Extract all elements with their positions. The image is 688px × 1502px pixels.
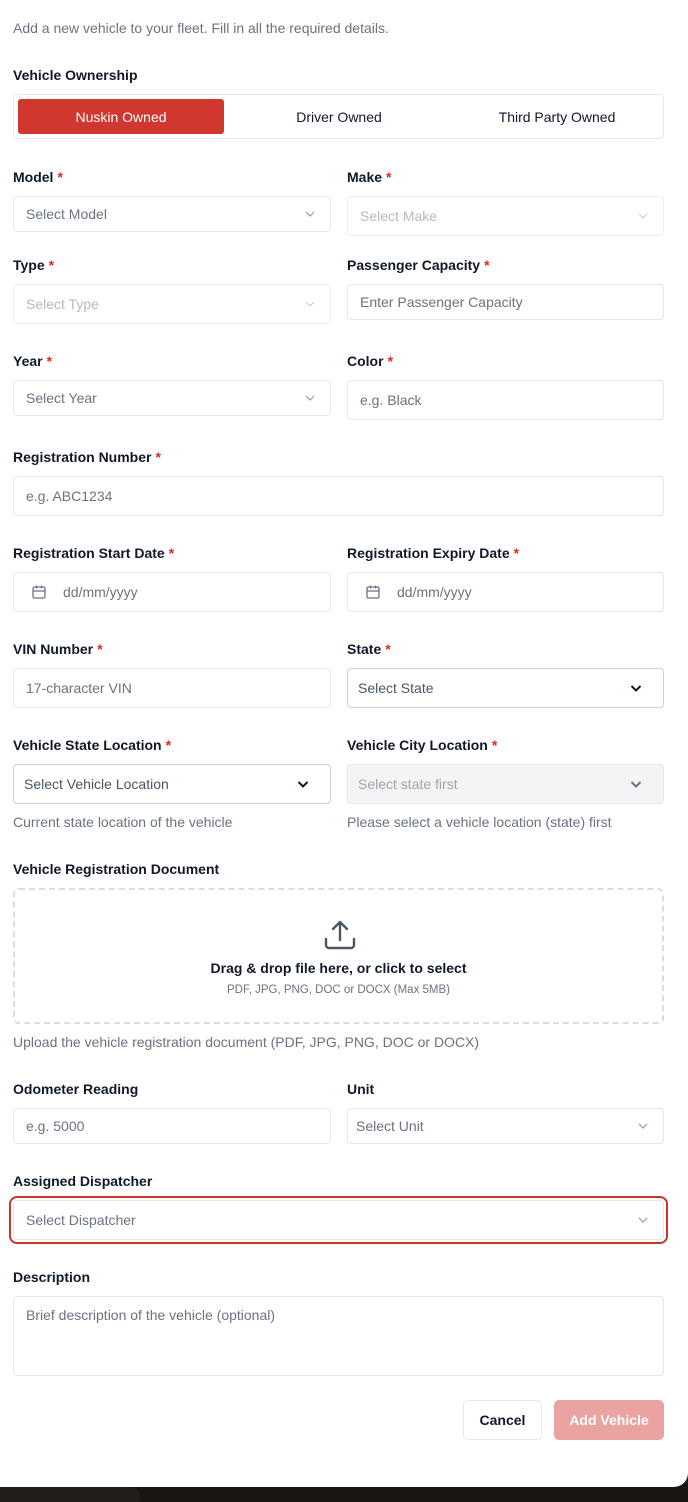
year-placeholder: Select Year [26, 390, 97, 406]
passenger-capacity-placeholder: Enter Passenger Capacity [360, 294, 523, 310]
type-label [13, 257, 54, 273]
registration-number-placeholder: e.g. ABC1234 [26, 488, 113, 504]
vehicle-city-location-label-text: Vehicle City Location [347, 737, 488, 753]
required-marker: * [168, 545, 175, 561]
color-input[interactable] [347, 380, 664, 420]
registration-expiry-date-label-text: Registration Expiry Date [347, 545, 510, 561]
registration-document-help: Upload the vehicle registration document (PDF, JPG, PNG, DOC or DOCX) [13, 1034, 480, 1050]
make-placeholder: Select Make [360, 208, 438, 224]
required-marker: * [165, 737, 172, 753]
chevron-down-icon [637, 210, 649, 222]
color-label-text: Color [347, 353, 384, 369]
registration-expiry-date-input[interactable] [347, 572, 664, 612]
registration-document-dropzone[interactable] [13, 888, 664, 1024]
unit-placeholder: Select Unit [356, 1118, 424, 1134]
ownership-option-driver[interactable]: Driver Owned [296, 108, 382, 125]
required-marker: * [491, 737, 498, 753]
required-marker: * [387, 353, 394, 369]
chevron-down-icon [629, 777, 643, 791]
make-select[interactable] [347, 196, 664, 236]
year-label [13, 353, 52, 369]
registration-start-date-input[interactable] [13, 572, 331, 612]
registration-expiry-date-placeholder: dd/mm/yyyy [397, 584, 472, 600]
type-select[interactable] [13, 284, 331, 324]
vin-number-placeholder: 17-character VIN [26, 680, 132, 696]
passenger-capacity-label-text: Passenger Capacity [347, 257, 481, 273]
state-select[interactable] [347, 668, 664, 708]
vehicle-city-location-label [347, 737, 497, 753]
vehicle-city-location-placeholder: Select state first [358, 776, 458, 792]
required-marker: * [48, 257, 55, 273]
required-marker: * [97, 641, 103, 657]
vehicle-state-location-label-text: Vehicle State Location [13, 737, 162, 753]
vehicle-state-location-help: Current state location of the vehicle [13, 814, 233, 830]
registration-document-label: Vehicle Registration Document [13, 861, 220, 877]
color-label [347, 353, 393, 369]
add-vehicle-button[interactable]: Add Vehicle [554, 1400, 664, 1440]
chevron-down-icon [637, 1214, 649, 1226]
dropzone-formats: PDF, JPG, PNG, DOC or DOCX (Max 5MB) [227, 984, 450, 996]
model-label-text: Model [13, 169, 54, 185]
required-marker: * [484, 257, 490, 273]
registration-number-label-text: Registration Number [13, 449, 152, 465]
chevron-down-icon [629, 681, 643, 695]
ownership-option-nuskin[interactable]: Nuskin Owned [18, 99, 224, 134]
required-marker: * [57, 169, 63, 185]
vehicle-state-location-select[interactable] [13, 764, 331, 804]
ownership-segmented-control [13, 94, 664, 139]
chevron-down-icon [304, 392, 316, 404]
ownership-label: Vehicle Ownership [13, 67, 138, 83]
make-label-text: Make [347, 169, 383, 185]
calendar-icon [365, 584, 381, 600]
chevron-down-icon [304, 298, 316, 310]
vin-number-label [13, 641, 103, 657]
vehicle-city-location-select[interactable] [347, 764, 664, 804]
assigned-dispatcher-placeholder: Select Dispatcher [26, 1212, 136, 1228]
registration-start-date-label-text: Registration Start Date [13, 545, 165, 561]
assigned-dispatcher-label: Assigned Dispatcher [13, 1173, 153, 1189]
odometer-reading-label: Odometer Reading [13, 1081, 139, 1097]
vehicle-state-location-label [13, 737, 171, 753]
chevron-down-icon [296, 777, 310, 791]
year-label-text: Year [13, 353, 43, 369]
required-marker: * [385, 641, 391, 657]
passenger-capacity-input[interactable] [347, 284, 664, 320]
description-placeholder: Brief description of the vehicle (optional) [26, 1307, 276, 1323]
vin-number-input[interactable] [13, 668, 331, 708]
calendar-icon [31, 584, 47, 600]
color-placeholder: e.g. Black [360, 392, 422, 408]
registration-expiry-date-label [347, 545, 519, 561]
unit-label: Unit [347, 1081, 375, 1097]
model-select[interactable] [13, 196, 331, 232]
model-label [13, 169, 63, 185]
description-textarea[interactable] [13, 1296, 664, 1376]
chevron-down-icon [304, 208, 316, 220]
vin-number-label-text: VIN Number [13, 641, 94, 657]
background-window-edge [0, 1487, 140, 1502]
registration-start-date-label [13, 545, 174, 561]
description-label: Description [13, 1269, 91, 1285]
cancel-button[interactable]: Cancel [463, 1400, 542, 1440]
registration-start-date-placeholder: dd/mm/yyyy [63, 584, 138, 600]
chevron-down-icon [637, 1120, 649, 1132]
assigned-dispatcher-select[interactable] [13, 1200, 664, 1240]
ownership-option-third-party[interactable]: Third Party Owned [498, 108, 616, 125]
state-label-text: State [347, 641, 382, 657]
year-select[interactable] [13, 380, 331, 416]
required-marker: * [513, 545, 520, 561]
odometer-reading-input[interactable] [13, 1108, 331, 1144]
model-placeholder: Select Model [26, 206, 107, 222]
odometer-reading-placeholder: e.g. 5000 [26, 1118, 85, 1134]
unit-select[interactable] [347, 1108, 664, 1144]
type-placeholder: Select Type [26, 296, 99, 312]
registration-number-label [13, 449, 161, 465]
vehicle-state-location-placeholder: Select Vehicle Location [24, 776, 169, 792]
upload-icon [322, 916, 358, 952]
registration-number-input[interactable] [13, 476, 664, 516]
vehicle-city-location-help: Please select a vehicle location (state) first [347, 814, 612, 830]
required-marker: * [155, 449, 161, 465]
required-marker: * [386, 169, 392, 185]
type-label-text: Type [13, 257, 45, 273]
state-label [347, 641, 391, 657]
make-label [347, 169, 391, 185]
modal-subtitle: Add a new vehicle to your fleet. Fill in all the required details. [13, 20, 389, 36]
required-marker: * [46, 353, 53, 369]
state-placeholder: Select State [358, 680, 434, 696]
passenger-capacity-label [347, 257, 490, 273]
dropzone-title: Drag & drop file here, or click to select [210, 960, 467, 976]
